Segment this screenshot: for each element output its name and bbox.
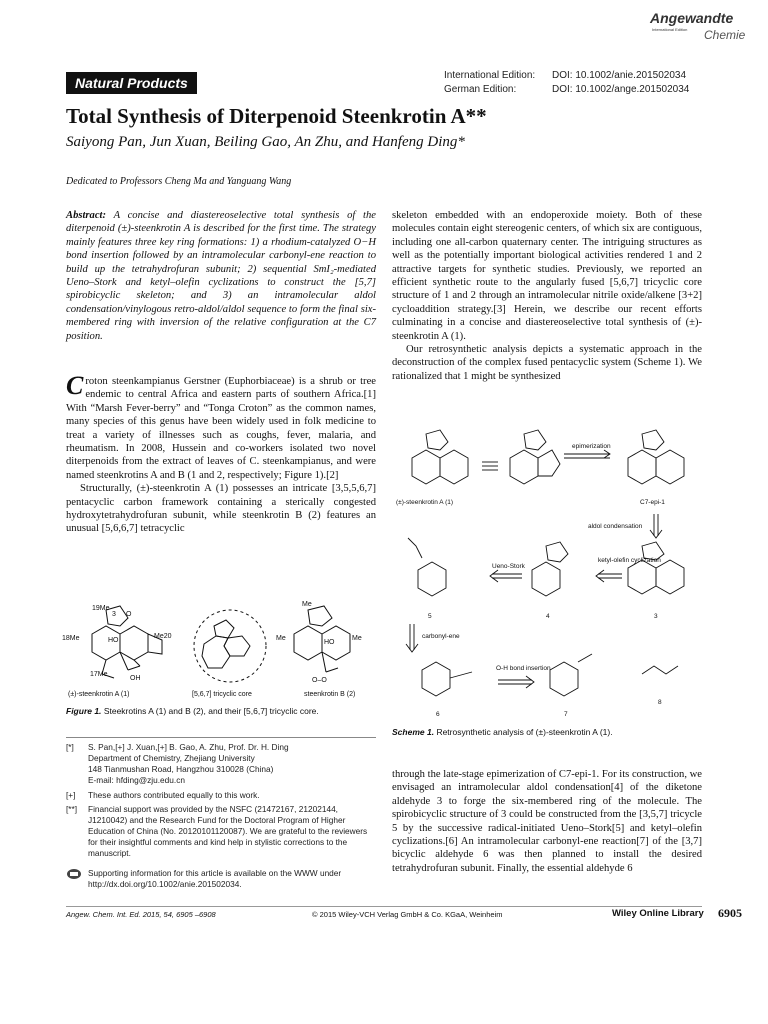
fig1-label-ho: HO (108, 637, 119, 644)
fig1-label-me17: 17Me (90, 671, 108, 678)
dedication: Dedicated to Professors Cheng Ma and Yanguang Wang (66, 176, 292, 187)
footnote-supporting-info[interactable]: Supporting information for this article is available on the WWW under http://dx.doi.org/10.1002/anie.201502034. (88, 868, 342, 889)
fig1-b-label-me2: Me (276, 635, 286, 642)
footnote-mark-1: [*] (66, 742, 74, 752)
fig1-label-o: O (126, 611, 132, 618)
scheme-label-ketyl: ketyl-olefin cyclization (598, 557, 661, 564)
fig1-b-label-oo: O–O (312, 677, 327, 684)
fig1-label-me19: 19Me (92, 605, 110, 612)
footnote-funding: Financial support was provided by the NSFC (21472167, 21202144, J1210042) and the Research Fund for the Doctoral Program of Higher Education of China (No. 20120101120087). We are grateful to the reviewers for their insightful comments and kind help in stylistic corrections to the manuscript. (88, 804, 368, 858)
scheme-label-uenostork: Ueno-Stork (492, 563, 525, 570)
footnote-equal-contribution: These authors contributed equally to this work. (88, 790, 260, 800)
journal-logo: Angewandte (650, 10, 734, 26)
doi-intl-label: International Edition: (444, 70, 536, 81)
scheme-num-8: 8 (658, 699, 662, 706)
doi-ger[interactable]: DOI: 10.1002/ange.201502034 (552, 84, 690, 95)
footer-copyright: © 2015 Wiley-VCH Verlag GmbH & Co. KGaA, Weinheim (312, 910, 503, 919)
article-title: Total Synthesis of Diterpenoid Steenkrotin A** (66, 104, 487, 128)
scheme-1-caption-lead: Scheme 1. (392, 727, 435, 737)
doi-ger-label: German Edition: (444, 84, 517, 95)
footnote-affiliation: S. Pan,[+] J. Xuan,[+] B. Gao, A. Zhu, Prof. Dr. H. Ding Department of Chemistry, Zhejiang University 148 Tianmushan Road, Hangzhou 310028 (China) E-mail: hfding@zju.edu.cn (88, 742, 289, 785)
journal-logo-chemie: Chemie (704, 28, 746, 42)
intro-paragraph-1: roton steenkampianus Gerstner (Euphorbiaceae) is a shrub or tree endemic to central Africa and eastern parts of southern Africa.[1] With “Marsh Fever-berry” and “Tonga Croton” as the common names, many species of this genus have been widely used in folk medicine to treat a variety of illnesses such as coughs, fever, malaria, and rheumatism. In 2008, Hussein and co-workers isolated two novel diterpenoids from the extract of leaves of C. steenkampianus, and were named steenkrotins A and B (1 and 2, respectively; Figure 1).[2] (66, 376, 376, 481)
doi-intl[interactable]: DOI: 10.1002/anie.201502034 (552, 70, 686, 81)
section-badge: Natural Products (66, 72, 197, 94)
scheme-1-caption (392, 727, 613, 737)
figure-1-caption-text: Steekrotins A (1) and B (2), and their [5,6,7] tricyclic core. (103, 706, 319, 716)
fig1-label-oh: OH (130, 675, 141, 682)
footnotes (0, 742, 380, 892)
scheme-num-5: 5 (428, 613, 432, 620)
journal-logo-subtitle: International Edition (652, 27, 688, 32)
abstract-text: A concise and diastereoselective total synthesis of the diterpenoid (±)-steenkrotin A is described for the first time. The strategy mainly features three key ring formations: 1) a rhodium-catalyzed O−H bond insertion followed by an intramolecular carbonyl-ene reaction to build up the tetrahydrofuran subunit; 2) sequential SmI₂-mediated Ueno–Stork and ketyl–olefin cyclizations to construct the [5,7] spirobicyclic skeleton; and 3) an intramolecular aldol condensation/vinylogous retro-aldol/aldol sequence to form the final six-membered ring with inversion of the relative configuration at the C7 position. (66, 210, 376, 342)
right-paragraph-3: through the late-stage epimerization of C7-epi-1. For its construction, we envisaged an intramolecular aldol condensation[4] of the diketone aldehyde 3 to forge the six-membered ring of the molecule. The spirobicyclic structure of 3 could be constructed from the [3,5,7] tricycle 5 by the successive radical-initiated Ueno–Stork[5] and ketyl–olefin cyclizations.[6] An intramolecular carbonyl-ene reaction[7] of the [3,7] bicyclic aldehyde 6 was then planned to install the desired tetrahydrofuran subunit. Finally, the essential aldehyde 6 (392, 769, 702, 874)
right-column-top (392, 209, 702, 383)
scheme-label-epimerization: epimerization (572, 443, 611, 450)
right-paragraph-1: skeleton embedded with an endoperoxide moiety. Both of these molecules contain eight stereogenic centers, of which six are contiguous, including one all-carbon quaternary center. The intriguing structures as well as the potentially important biological activities rendered 1 and 2 attractive targets for synthetic studies. Previously, we reported an efficient synthetic route to the angularly fused [5,6,7] tricyclic core structure of 1 and 2 through an intramolecular nitrile oxide/alkene [3+2] cycloaddition strategy.[3] Herein, we describe our recent efforts culminating in a concise and diastereoselective total synthesis of (±)-steenkrotin A (1). (392, 210, 702, 342)
footer-rule (66, 906, 702, 907)
author-list: Saiyong Pan, Jun Xuan, Beiling Gao, An Zhu, and Hanfeng Ding* (66, 134, 465, 150)
scheme-num-4: 4 (546, 613, 550, 620)
footer-wiley-online-library[interactable]: Wiley Online Library (612, 908, 704, 919)
right-column-bottom (392, 768, 702, 875)
fig1-label-me18: 18Me (62, 635, 80, 642)
scheme-1-diagram (392, 418, 708, 722)
footnote-mark-2: [+] (66, 790, 76, 800)
dropcap: C (66, 371, 84, 400)
scheme-label-carbonylene: carbonyl-ene (422, 633, 460, 640)
abstract (66, 209, 376, 343)
scheme-label-oh-insertion: O-H bond insertion (496, 665, 551, 672)
fig1-label-c3: 3 (112, 611, 116, 618)
scheme-label-aldol: aldol condensation (588, 523, 643, 530)
right-paragraph-2: Our retrosynthetic analysis depicts a systematic approach in the deconstruction of the complex fused pentacyclic system (Scheme 1). We rationalized that 1 might be synthesized (392, 344, 702, 382)
figure-1-caption-lead: Figure 1. (66, 706, 102, 716)
scheme-num-3: 3 (654, 613, 658, 620)
fig1-caption-compound-2: steenkrotin B (2) (304, 691, 356, 698)
intro-text (66, 371, 376, 536)
fig1-caption-compound-1: (±)-steenkrotin A (1) (68, 691, 130, 698)
fig1-caption-core: [5,6,7] tricyclic core (192, 691, 252, 698)
scheme-num-6: 6 (436, 711, 440, 718)
scheme-label-c7-epi: C7-epi-1 (640, 499, 665, 506)
supporting-info-icon[interactable] (66, 868, 86, 883)
page-number: 6905 (718, 906, 742, 920)
abstract-lead: Abstract: (66, 210, 107, 221)
scheme-label-compound-1: (±)-steenkrotin A (1) (396, 499, 454, 506)
intro-paragraph-2: Structurally, (±)-steenkrotin A (1) possesses an intricate [3,5,5,6,7] pentacyclic carbon framework containing a sterically congested hydroxytetrahydrofuran subunit, while steenkrotin B (2) features an unusual [5,6,6,7] tetracyclic (66, 483, 376, 535)
scheme-num-7: 7 (564, 711, 568, 718)
fig1-label-me20: Me20 (154, 633, 172, 640)
fig1-b-label-ho: HO (324, 639, 335, 646)
fig1-b-label-me3: Me (352, 635, 362, 642)
fig1-b-label-me: Me (302, 601, 312, 608)
footer-citation: Angew. Chem. Int. Ed. 2015, 54, 6905 –6908 (66, 910, 216, 919)
footnote-rule (66, 737, 376, 738)
figure-1-caption (66, 706, 319, 716)
scheme-1-caption-text: Retrosynthetic analysis of (±)-steenkrotin A (1). (436, 727, 613, 737)
figure-1-structures (62, 596, 378, 702)
footnote-mark-3: [**] (66, 804, 78, 814)
